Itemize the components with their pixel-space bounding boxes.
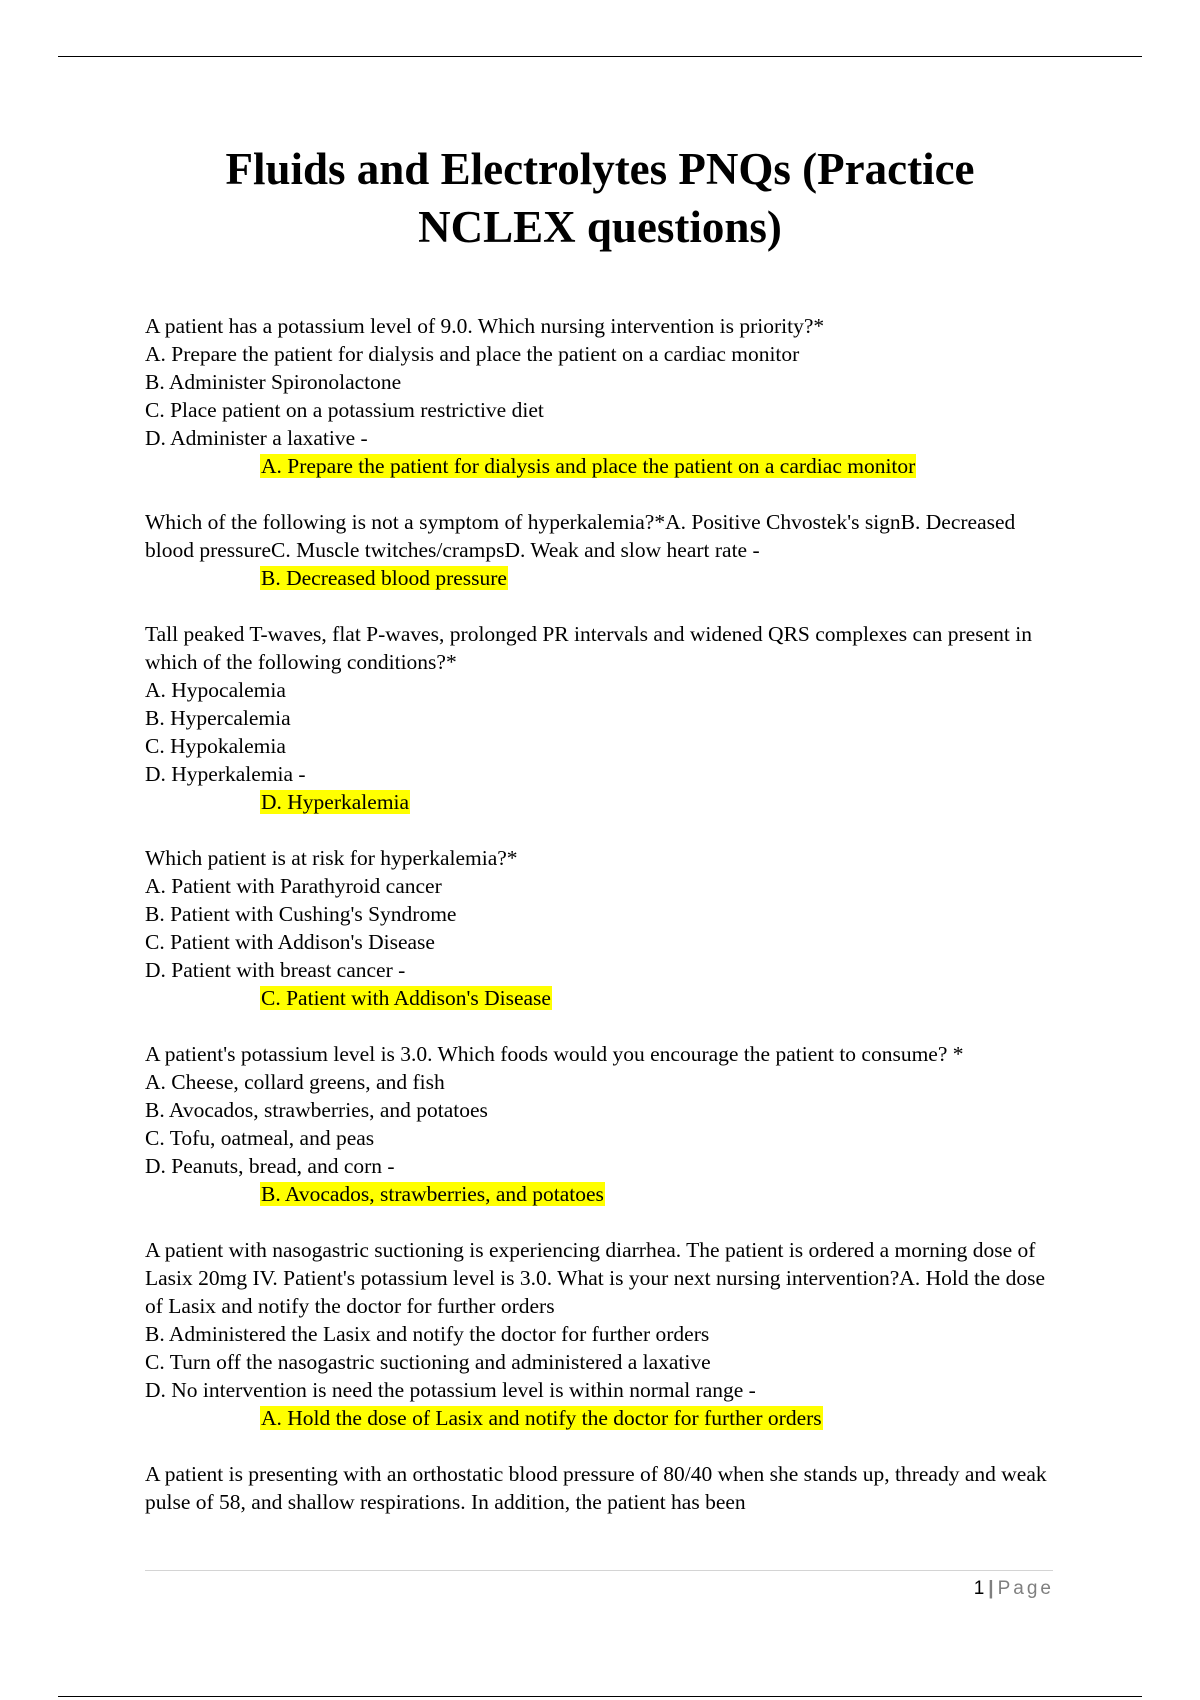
correct-answer-highlight: A. Hold the dose of Lasix and notify the doctor for further orders (261, 1406, 822, 1430)
question-stem-partial: A patient is presenting with an orthostatic blood pressure of 80/40 when she stands up, thready and weak pulse of 58, and shallow respirations. In addition, the patient has been (145, 1462, 1047, 1514)
correct-answer-highlight: A. Prepare the patient for dialysis and place the patient on a cardiac monitor (261, 454, 916, 478)
answer-option: B. Patient with Cushing's Syndrome (145, 902, 457, 926)
correct-answer-highlight: C. Patient with Addison's Disease (261, 986, 551, 1010)
answer-option: B. Administered the Lasix and notify the doctor for further orders (145, 1322, 710, 1346)
answer-option: B. Hypercalemia (145, 706, 291, 730)
correct-answer-row (145, 788, 1065, 816)
question-block-4 (145, 844, 1065, 1012)
question-stem: A patient with nasogastric suctioning is experiencing diarrhea. The patient is ordered a morning dose of Lasix 20mg IV. Patient's potassium level is 3.0. What is your next nursing intervention?A. Hold the dose of Lasix and notify the doctor for further orders (145, 1238, 1045, 1318)
answer-option: D. Hyperkalemia - (145, 762, 306, 786)
correct-answer-highlight: B. Avocados, strawberries, and potatoes (261, 1182, 604, 1206)
document-body (145, 312, 1065, 1544)
answer-option: B. Administer Spironolactone (145, 370, 402, 394)
title-line-1: Fluids and Electrolytes PNQs (Practice (225, 144, 975, 194)
answer-option: C. Place patient on a potassium restrictive diet (145, 398, 544, 422)
question-stem: Which of the following is not a symptom of hyperkalemia?*A. Positive Chvostek's signB. Decreased blood pressureC. Muscle twitches/crampsD. Weak and slow heart rate - (145, 510, 1016, 562)
question-stem: Tall peaked T-waves, flat P-waves, prolonged PR intervals and widened QRS complexes can present in which of the following conditions?* (145, 622, 1032, 674)
answer-option: D. Administer a laxative - (145, 426, 368, 450)
bottom-border-line (58, 1696, 1142, 1697)
answer-option: A. Cheese, collard greens, and fish (145, 1070, 445, 1094)
question-stem: A patient has a potassium level of 9.0. Which nursing intervention is priority?* (145, 314, 825, 338)
question-block-5 (145, 1040, 1065, 1208)
answer-option: C. Turn off the nasogastric suctioning and administered a laxative (145, 1350, 711, 1374)
title-line-2: NCLEX questions) (418, 202, 782, 252)
answer-option: D. No intervention is need the potassium level is within normal range - (145, 1378, 756, 1402)
answer-option: B. Avocados, strawberries, and potatoes (145, 1098, 488, 1122)
page-separator: | (988, 1578, 994, 1599)
answer-option: C. Hypokalemia (145, 734, 286, 758)
question-block-3 (145, 620, 1065, 816)
answer-option: A. Patient with Parathyroid cancer (145, 874, 442, 898)
page-label: Page (997, 1578, 1054, 1599)
question-stem: A patient's potassium level is 3.0. Which foods would you encourage the patient to consume? * (145, 1042, 964, 1066)
correct-answer-row (145, 1404, 1065, 1432)
correct-answer-row (145, 1180, 1065, 1208)
answer-option: D. Peanuts, bread, and corn - (145, 1154, 395, 1178)
page-number: 1 (973, 1578, 985, 1599)
answer-option: A. Hypocalemia (145, 678, 286, 702)
question-block-6 (145, 1236, 1065, 1432)
question-block-1 (145, 312, 1065, 480)
question-stem: Which patient is at risk for hyperkalemia?* (145, 846, 518, 870)
answer-option: C. Patient with Addison's Disease (145, 930, 435, 954)
question-block-7 (145, 1460, 1065, 1516)
page-footer (974, 1577, 1054, 1601)
correct-answer-row (145, 452, 1065, 480)
footer-divider (145, 1570, 1053, 1571)
answer-option: D. Patient with breast cancer - (145, 958, 406, 982)
correct-answer-highlight: D. Hyperkalemia (261, 790, 410, 814)
correct-answer-highlight: B. Decreased blood pressure (261, 566, 507, 590)
correct-answer-row (145, 984, 1065, 1012)
correct-answer-row (145, 564, 1065, 592)
answer-option: A. Prepare the patient for dialysis and place the patient on a cardiac monitor (145, 342, 800, 366)
answer-option: C. Tofu, oatmeal, and peas (145, 1126, 375, 1150)
document-title (100, 140, 1100, 256)
top-border-line (58, 56, 1142, 57)
question-block-2 (145, 508, 1065, 592)
